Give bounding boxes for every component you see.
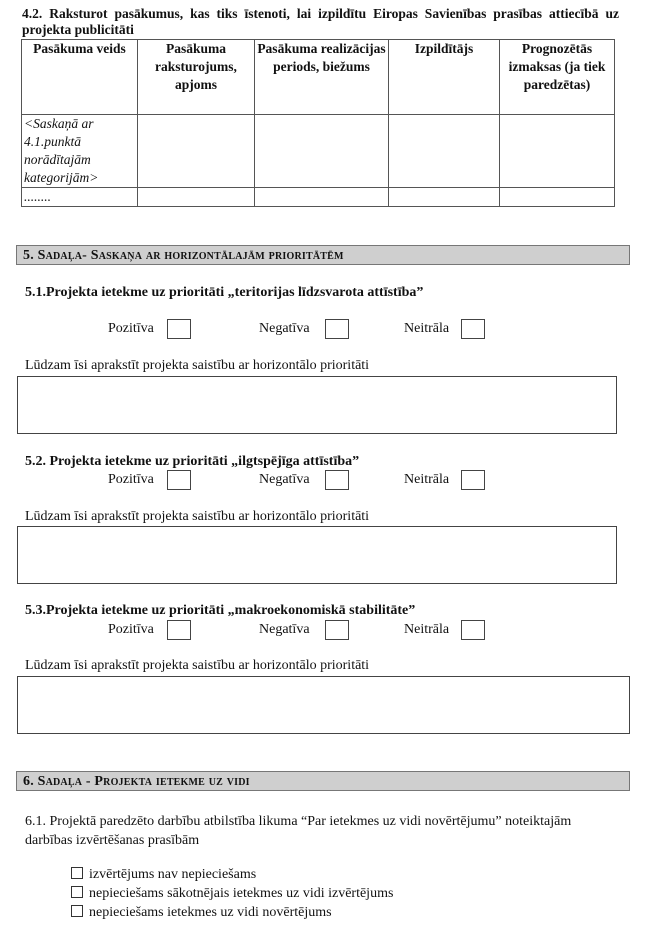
negative-checkbox-5-3[interactable] [325, 620, 349, 640]
column-header: Pasākuma veids [22, 40, 138, 115]
negative-label-5-1: Negatīva [259, 321, 310, 336]
column-header: Pasākuma raksturojums, apjoms [138, 40, 255, 115]
table-cell[interactable] [138, 115, 255, 188]
negative-label-5-2: Negatīva [259, 472, 310, 487]
neutral-label-5-1: Neitrāla [404, 321, 450, 336]
table-row [22, 115, 615, 188]
table-cell[interactable] [500, 115, 615, 188]
neutral-label-5-3: Neitrāla [404, 622, 450, 637]
table-cell[interactable]: <Saskaņā ar 4.1.punktā norādītajām kategorijām> [22, 115, 138, 188]
neutral-label-5-2: Neitrāla [404, 472, 450, 487]
publicity-table [21, 39, 615, 207]
question-5-3: 5.3.Projekta ietekme uz prioritāti „makroekonomiskā stabilitāte” [25, 603, 416, 618]
section-6-title: 6. Sadaļa - Projekta ietekme uz vidi [16, 771, 630, 791]
question-5-2: 5.2. Projekta ietekme uz prioritāti „ilgtspējīga attīstība” [25, 454, 360, 469]
negative-label-5-3: Negatīva [259, 622, 310, 637]
positive-checkbox-5-1[interactable] [167, 319, 191, 339]
question-5-1: 5.1.Projekta ietekme uz prioritāti „teritorijas līdzsvarota attīstība” [25, 285, 424, 300]
option-label: nepieciešams ietekmes uz vidi novērtējums [89, 905, 332, 920]
option-row[interactable] [71, 867, 256, 883]
description-field-5-2[interactable] [17, 526, 617, 584]
describe-label-5-2: Lūdzam īsi aprakstīt projekta saistību ar horizontālo prioritāti [25, 509, 370, 524]
option-row[interactable] [71, 905, 332, 921]
table-row [22, 188, 615, 207]
checkbox[interactable] [71, 905, 83, 917]
checkbox[interactable] [71, 886, 83, 898]
table-cell[interactable] [138, 188, 255, 207]
section-5-title: 5. Sadaļa- Saskaņa ar horizontālajām prioritātēm [16, 245, 630, 265]
negative-checkbox-5-2[interactable] [325, 470, 349, 490]
positive-checkbox-5-2[interactable] [167, 470, 191, 490]
description-field-5-3[interactable] [17, 676, 630, 734]
table-cell[interactable] [255, 188, 389, 207]
table-cell[interactable]: ........ [22, 188, 138, 207]
neutral-checkbox-5-3[interactable] [461, 620, 485, 640]
section-4-2-heading: 4.2. Raksturot pasākumus, kas tiks īstenoti, lai izpildītu Eiropas Savienības prasības attiecībā uz projekta publicitāti [22, 6, 619, 37]
option-row[interactable] [71, 886, 393, 902]
column-header: Prognozētās izmaksas (ja tiek paredzētas) [500, 40, 615, 115]
positive-label-5-1: Pozitīva [108, 321, 154, 336]
describe-label-5-3: Lūdzam īsi aprakstīt projekta saistību ar horizontālo prioritāti [25, 658, 370, 673]
neutral-checkbox-5-1[interactable] [461, 319, 485, 339]
table-cell[interactable] [389, 188, 500, 207]
option-label: izvērtējums nav nepieciešams [89, 867, 257, 882]
column-header: Pasākuma realizācijas periods, biežums [255, 40, 389, 115]
table-cell[interactable] [255, 115, 389, 188]
negative-checkbox-5-1[interactable] [325, 319, 349, 339]
column-header: Izpildītājs [389, 40, 500, 115]
table-cell[interactable] [389, 115, 500, 188]
positive-label-5-2: Pozitīva [108, 472, 154, 487]
option-label: nepieciešams sākotnējais ietekmes uz vidi izvērtējums [89, 886, 394, 901]
table-header-row [22, 40, 615, 115]
positive-label-5-3: Pozitīva [108, 622, 154, 637]
checkbox[interactable] [71, 867, 83, 879]
neutral-checkbox-5-2[interactable] [461, 470, 485, 490]
table-cell[interactable] [500, 188, 615, 207]
question-6-1: 6.1. Projektā paredzēto darbību atbilstība likuma “Par ietekmes uz vidi novērtējumu” noteiktajām darbības izvērtēšanas prasībām [25, 814, 572, 848]
positive-checkbox-5-3[interactable] [167, 620, 191, 640]
description-field-5-1[interactable] [17, 376, 617, 434]
describe-label-5-1: Lūdzam īsi aprakstīt projekta saistību ar horizontālo prioritāti [25, 358, 370, 373]
